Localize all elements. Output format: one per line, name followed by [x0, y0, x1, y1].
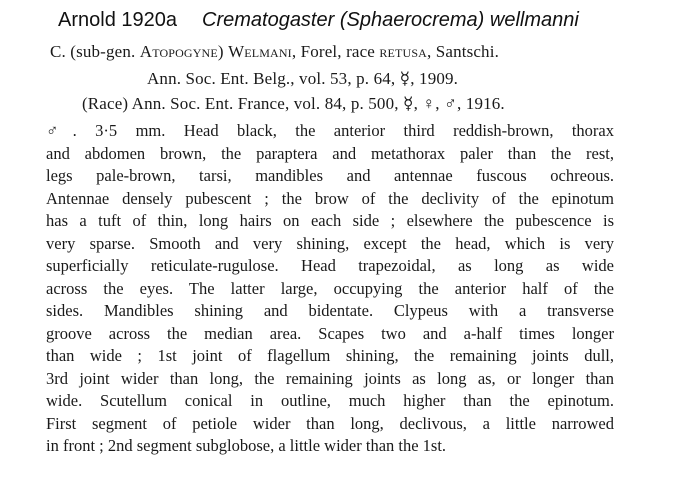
subgenus-name: Atopogyne: [139, 42, 218, 61]
description-line: wide. Scutellum conical in outline, much higher than the epinotum.: [46, 391, 614, 410]
reference-label: Arnold 1920a: [58, 9, 177, 31]
description-line: Antennae densely pubescent ; the brow of the declivity of the epinotum: [46, 188, 614, 208]
description-line: and abdomen brown, the paraptera and metathorax paler than the rest,: [46, 143, 614, 163]
citation-line-2: Ann. Soc. Ent. Belg., vol. 53, p. 64, ☿, 1909.: [147, 69, 459, 88]
citation-line-1: [50, 42, 499, 62]
citation-line-3: (Race) Ann. Soc. Ent. France, vol. 84, p. 500, ☿, ♀, ♂, 1916.: [82, 94, 505, 113]
description-line: superficially reticulate-rugulose. Head trapezoidal, as long as wide: [46, 256, 614, 275]
description-line: across the eyes. The latter large, occupying the anterior half of the: [46, 278, 614, 298]
race-name: retusa: [379, 42, 427, 61]
citation-prefix: C. (sub-gen.: [50, 42, 140, 61]
citation-mid: ): [217, 42, 229, 61]
species-name: Welmani: [228, 42, 292, 61]
description-line: in front ; 2nd segment subglobose, a little wider than the 1st.: [46, 436, 447, 455]
citation-suffix: , Santschi.: [426, 42, 499, 61]
description-line: has a tuft of thin, long hairs on each side ; elsewhere the pubescence is: [46, 211, 614, 230]
description-line: legs pale-brown, tarsi, mandibles and antennae fuscous ochreous.: [46, 166, 614, 185]
citation-after-name: , Forel, race: [291, 42, 380, 61]
description-line: sides. Mandibles shining and bidentate. Clypeus with a transverse: [46, 301, 614, 320]
description-line: than wide ; 1st joint of flagellum shining, the remaining joints dull,: [46, 346, 614, 365]
description-line: ♂. 3·5 mm. Head black, the anterior third reddish-brown, thorax: [46, 121, 614, 140]
description-paragraph: [46, 120, 614, 458]
species-title: Crematogaster (Sphaerocrema) wellmanni: [202, 9, 579, 31]
description-line: 3rd joint wider than long, the remaining joints as long as, or longer than: [46, 368, 614, 388]
description-line: First segment of petiole wider than long, declivous, a little narrowed: [46, 413, 614, 433]
description-line: groove across the median area. Scapes two and a-half times longer: [46, 323, 614, 343]
description-line: very sparse. Smooth and very shining, except the head, which is very: [46, 233, 614, 253]
